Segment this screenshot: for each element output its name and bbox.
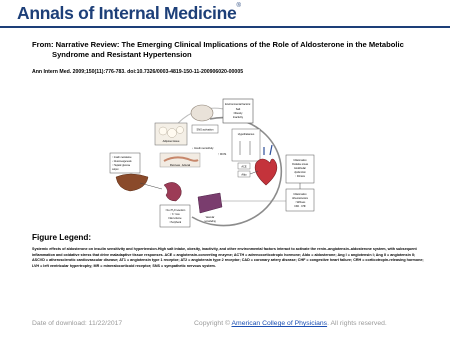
adipose-label: Adipose tissue bbox=[162, 140, 180, 143]
acp-link[interactable]: American College of Physicians bbox=[231, 320, 328, 327]
article-citation: Ann Intern Med. 2009;150(11):776-783. doi:10.7326/0003-4819-150-11-200906020-00005 bbox=[32, 69, 244, 75]
aldo-label: Aldo bbox=[241, 173, 247, 177]
registered-mark: ® bbox=[236, 3, 241, 9]
outcome-text-4: CKD · CHF bbox=[294, 206, 306, 208]
environment-salt: Salt bbox=[235, 108, 241, 111]
copyright-suffix: . All rights reserved. bbox=[327, 320, 387, 327]
outcome-text-3: ↑ Stiffness bbox=[294, 202, 306, 204]
vessel-image bbox=[198, 193, 222, 213]
journal-name: Annals of Internal Medicine bbox=[17, 3, 237, 23]
environment-obesity: Obesity bbox=[233, 112, 243, 115]
journal-logo bbox=[17, 3, 241, 24]
kidney-text-2: ↑ K⁺ loss bbox=[170, 214, 180, 216]
figure-legend-text: Systemic effects of aldosterone on insulin sensitivity and hypertension.High salt intake, obesity, inactivity, and other environmental factors interact to activate the renin–angiotensin–aldosterone system, with subsequent inflammation and oxidative stress that drive maladaptive tissue responses. ACE = angiotensin-converting enzyme; ACTH = adrenocorticotropic hormone; Aldo = aldosterone; Ang I = angiotensin I; Ang II = angiotensin II; ASCVD = atherosclerotic cardiovascular disease; AT1 = angiotensin type 1 receptor; AT2 = angiotensin type 2 receptor; CAD = coronary artery disease; CHF = congestive heart failure; CRH = corticotropin-releasing hormone; LVH = left ventricular hypertrophy; MR = mineralocorticoid receptor; SNS = sympathetic nervous system. bbox=[32, 247, 424, 268]
liver-text-1: ↑ Insulin resistance bbox=[112, 157, 132, 159]
vessel-text-1: Vascular bbox=[205, 217, 215, 219]
article-title bbox=[32, 40, 432, 60]
article-title-line-1: From: Narrative Review: The Emerging Clinical Implications of the Role of Aldosterone in the Metabolic bbox=[32, 40, 404, 49]
heart-text-3: Endothelial bbox=[294, 168, 306, 170]
renal-text-1: Fluid volume bbox=[168, 218, 182, 220]
liver-text-4: output bbox=[112, 169, 119, 171]
ace-label: ACE bbox=[241, 165, 247, 169]
download-date: Date of download: 11/22/2017 bbox=[32, 320, 123, 327]
brain-image bbox=[191, 105, 213, 121]
figure-legend-title: Figure Legend: bbox=[32, 233, 92, 242]
outcome-text-1: Inflammation bbox=[293, 194, 307, 196]
heart-text-1: Inflammation bbox=[293, 160, 307, 162]
copyright-prefix: Copyright © bbox=[194, 320, 232, 327]
header-rule bbox=[0, 26, 450, 28]
environment-label: Environmental factors: bbox=[225, 103, 251, 106]
sns-label: SNS activation bbox=[196, 128, 214, 132]
outcome-text-2: Atherosclerosis bbox=[292, 198, 308, 200]
copyright-notice bbox=[194, 320, 387, 327]
heart-image bbox=[255, 159, 277, 185]
kidney-text-1: ↑ Na⁺/H₂O retention bbox=[164, 210, 186, 212]
adipocyte-3 bbox=[177, 127, 184, 134]
heart-text-2: Oxidative stress bbox=[291, 164, 309, 166]
liver-text-3: ↑ Hepatic glucose bbox=[112, 165, 131, 167]
adipocyte-1 bbox=[159, 127, 167, 135]
adrenal-box-label: Hypothalamus bbox=[237, 133, 255, 136]
environment-inactivity: Inactivity bbox=[232, 116, 244, 119]
vessel-text-2: remodeling bbox=[204, 221, 216, 223]
ros-label: ↑ ROS bbox=[218, 152, 227, 156]
article-title-line-2: Syndrome and Resistant Hypertension bbox=[52, 50, 192, 59]
renal-text-2: ↑ Peripheral bbox=[168, 222, 182, 224]
pancreas-label: Pancreas · Adrenal bbox=[169, 164, 191, 167]
adipocyte-2 bbox=[168, 129, 177, 138]
liver-image bbox=[116, 174, 148, 191]
heart-vessels bbox=[264, 145, 272, 155]
insulin-label: ↓ Insulin sensitivity bbox=[192, 147, 214, 150]
heart-text-5: ↑ Fibrosis bbox=[295, 176, 305, 178]
heart-text-4: dysfunction bbox=[294, 172, 306, 174]
figure-diagram bbox=[100, 97, 350, 231]
kidney-image bbox=[164, 182, 181, 201]
liver-text-2: ↓ Gluconeogenesis bbox=[112, 161, 132, 163]
